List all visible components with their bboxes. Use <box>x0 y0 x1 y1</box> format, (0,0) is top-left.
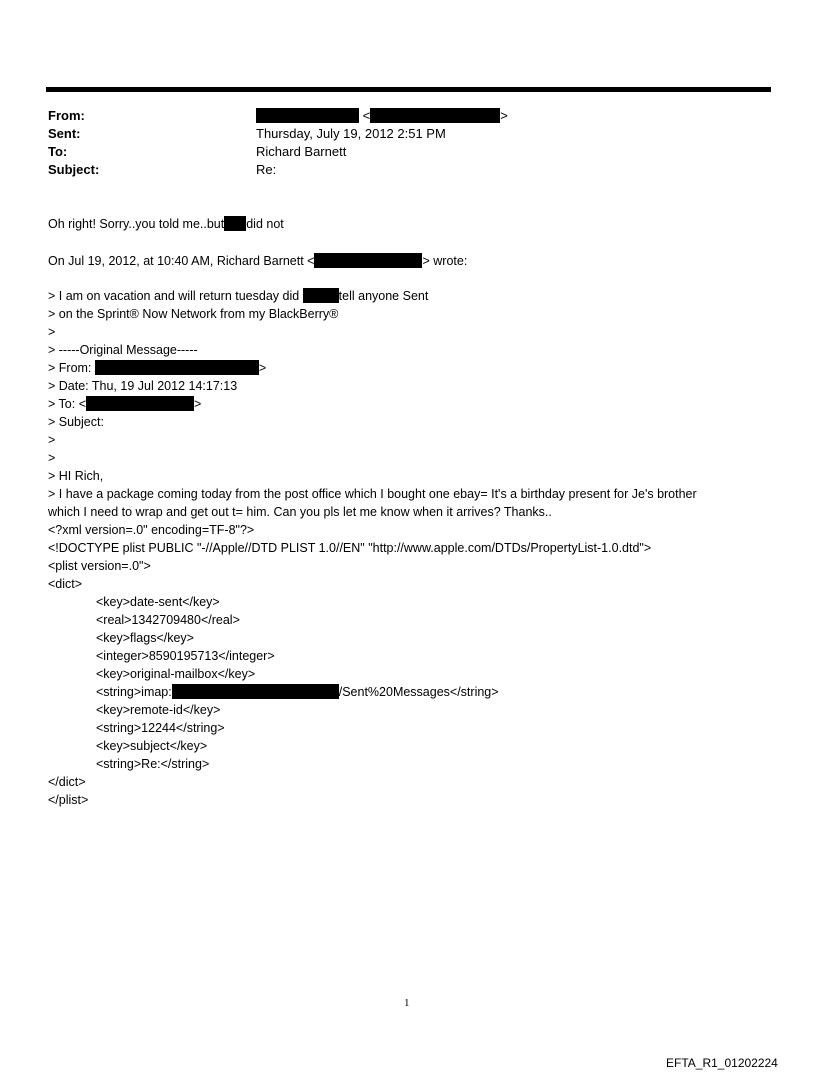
from-gt: > <box>500 108 508 123</box>
plist-text: <string>imap: <box>96 685 172 699</box>
quoted-text: tell anyone Sent <box>338 289 429 303</box>
plist-line <box>96 683 499 701</box>
redaction-block <box>95 360 259 375</box>
plist-line: <?xml version=.0" encoding=TF-8"?> <box>48 523 255 537</box>
plist-line: <key>flags</key> <box>96 631 194 645</box>
page-number: 1 <box>404 997 410 1009</box>
plist-line: <key>original-mailbox</key> <box>96 667 256 681</box>
from-value <box>256 107 508 125</box>
redaction-block <box>86 396 194 411</box>
plist-line: <dict> <box>48 577 83 591</box>
header-rule <box>46 87 771 92</box>
to-value: Richard Barnett <box>256 144 347 159</box>
quoted-text: > I am on vacation and will return tuesday did <box>48 289 300 303</box>
quoted-text: > <box>258 361 267 375</box>
quoted-line: > -----Original Message----- <box>48 343 198 357</box>
plist-line: <integer>8590195713</integer> <box>96 649 275 663</box>
quoted-text: > To: < <box>48 397 86 411</box>
plist-line: <key>remote-id</key> <box>96 703 221 717</box>
redaction-block <box>172 684 339 699</box>
quoted-line: > <box>48 325 56 339</box>
quote-intro <box>48 252 467 270</box>
plist-line: </plist> <box>48 793 89 807</box>
quoted-line: > HI Rich, <box>48 469 104 483</box>
redaction-block <box>256 108 359 123</box>
subject-value: Re: <box>256 162 277 177</box>
quoted-line: > I have a package coming today from the post office which I bought one ebay= It's a birthday present for Je's brother <box>48 487 697 501</box>
quoted-line: > on the Sprint® Now Network from my BlackBerry® <box>48 307 339 321</box>
from-lt: < <box>362 108 371 123</box>
quoted-line <box>48 395 201 413</box>
redaction-block <box>370 108 500 123</box>
plist-line: <real>1342709480</real> <box>96 613 240 627</box>
quoted-text: > From: <box>48 361 92 375</box>
redaction-block <box>224 216 246 231</box>
sent-label: Sent: <box>48 126 81 141</box>
quote-intro-a: On Jul 19, 2012, at 10:40 AM, Richard Barnett < <box>48 254 315 268</box>
plist-line: <plist version=.0"> <box>48 559 151 573</box>
quoted-line <box>48 287 428 305</box>
reply-text-a: Oh right! Sorry..you told me..but <box>48 217 225 231</box>
reply-line <box>48 215 284 233</box>
from-label: From: <box>48 108 85 123</box>
quote-intro-b: > wrote: <box>422 254 468 268</box>
redaction-block <box>303 288 339 303</box>
quoted-line: > Date: Thu, 19 Jul 2012 14:17:13 <box>48 379 238 393</box>
quoted-text: > <box>194 397 202 411</box>
redaction-block <box>314 253 422 268</box>
plist-line: <string>Re:</string> <box>96 757 210 771</box>
quoted-line: > Subject: <box>48 415 104 429</box>
plist-line: <key>subject</key> <box>96 739 208 753</box>
plist-text: /Sent%20Messages</string> <box>338 685 499 699</box>
quoted-line: > <box>48 451 56 465</box>
quoted-line: > <box>48 433 56 447</box>
plist-line: <!DOCTYPE plist PUBLIC "-//Apple//DTD PLIST 1.0//EN" "http://www.apple.com/DTDs/PropertyList-1.0.dtd"> <box>48 541 652 555</box>
subject-label: Subject: <box>48 162 100 177</box>
reply-text-b: did not <box>246 217 284 231</box>
plist-line: <key>date-sent</key> <box>96 595 220 609</box>
to-label: To: <box>48 144 68 159</box>
quoted-line <box>48 359 266 377</box>
quoted-line: which I need to wrap and get out t= him. Can you pls let me know when it arrives? Thanks.. <box>48 505 552 519</box>
document-stamp: EFTA_R1_01202224 <box>666 1056 778 1070</box>
plist-line: </dict> <box>48 775 86 789</box>
plist-line: <string>12244</string> <box>96 721 225 735</box>
sent-value: Thursday, July 19, 2012 2:51 PM <box>256 126 446 141</box>
